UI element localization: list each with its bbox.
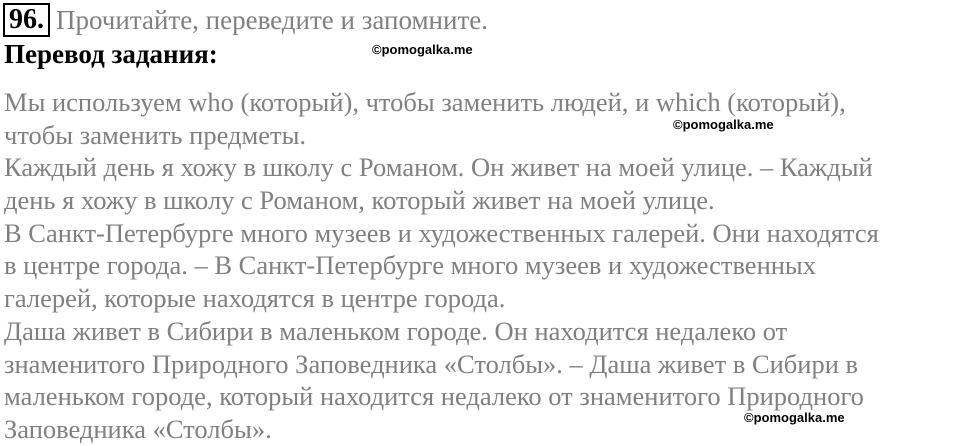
text-line: Каждый день я хожу в школу с Романом. Он живет на моей улице. – Каждый [4, 152, 873, 183]
text-line: день я хожу в школу с Романом, который живет на моей улице. [4, 185, 715, 216]
text-line: чтобы заменить предметы. [4, 119, 307, 150]
section-title: Перевод задания: [4, 39, 218, 69]
watermark: ©pomogalka.me [744, 410, 845, 425]
task-number: 96. [3, 3, 50, 37]
text-line: знаменитого Природного Заповедника «Столбы». – Даша живет в Сибири в [4, 348, 859, 379]
watermark: ©pomogalka.me [372, 42, 473, 57]
text-line: В Санкт-Петербурге много музеев и художественных галерей. Они находятся [4, 217, 879, 248]
task-instruction: Прочитайте, переведите и запомните. [56, 5, 488, 35]
text-line: Заповедника «Столбы». [4, 413, 272, 444]
watermark: ©pomogalka.me [673, 117, 774, 132]
text-line: Мы используем who (который), чтобы заменить людей, и which (который), [4, 87, 846, 117]
text-line: галерей, которые находятся в центре города. [4, 283, 506, 314]
text-line: маленьком городе, который находится недалеко от знаменитого Природного [4, 381, 864, 412]
task-header [3, 3, 488, 37]
translation-text [4, 86, 954, 446]
text-line: в центре города. – В Санкт-Петербурге много музеев и художественных [4, 250, 816, 281]
text-line: Даша живет в Сибири в маленьком городе. Он находится недалеко от [4, 315, 788, 346]
